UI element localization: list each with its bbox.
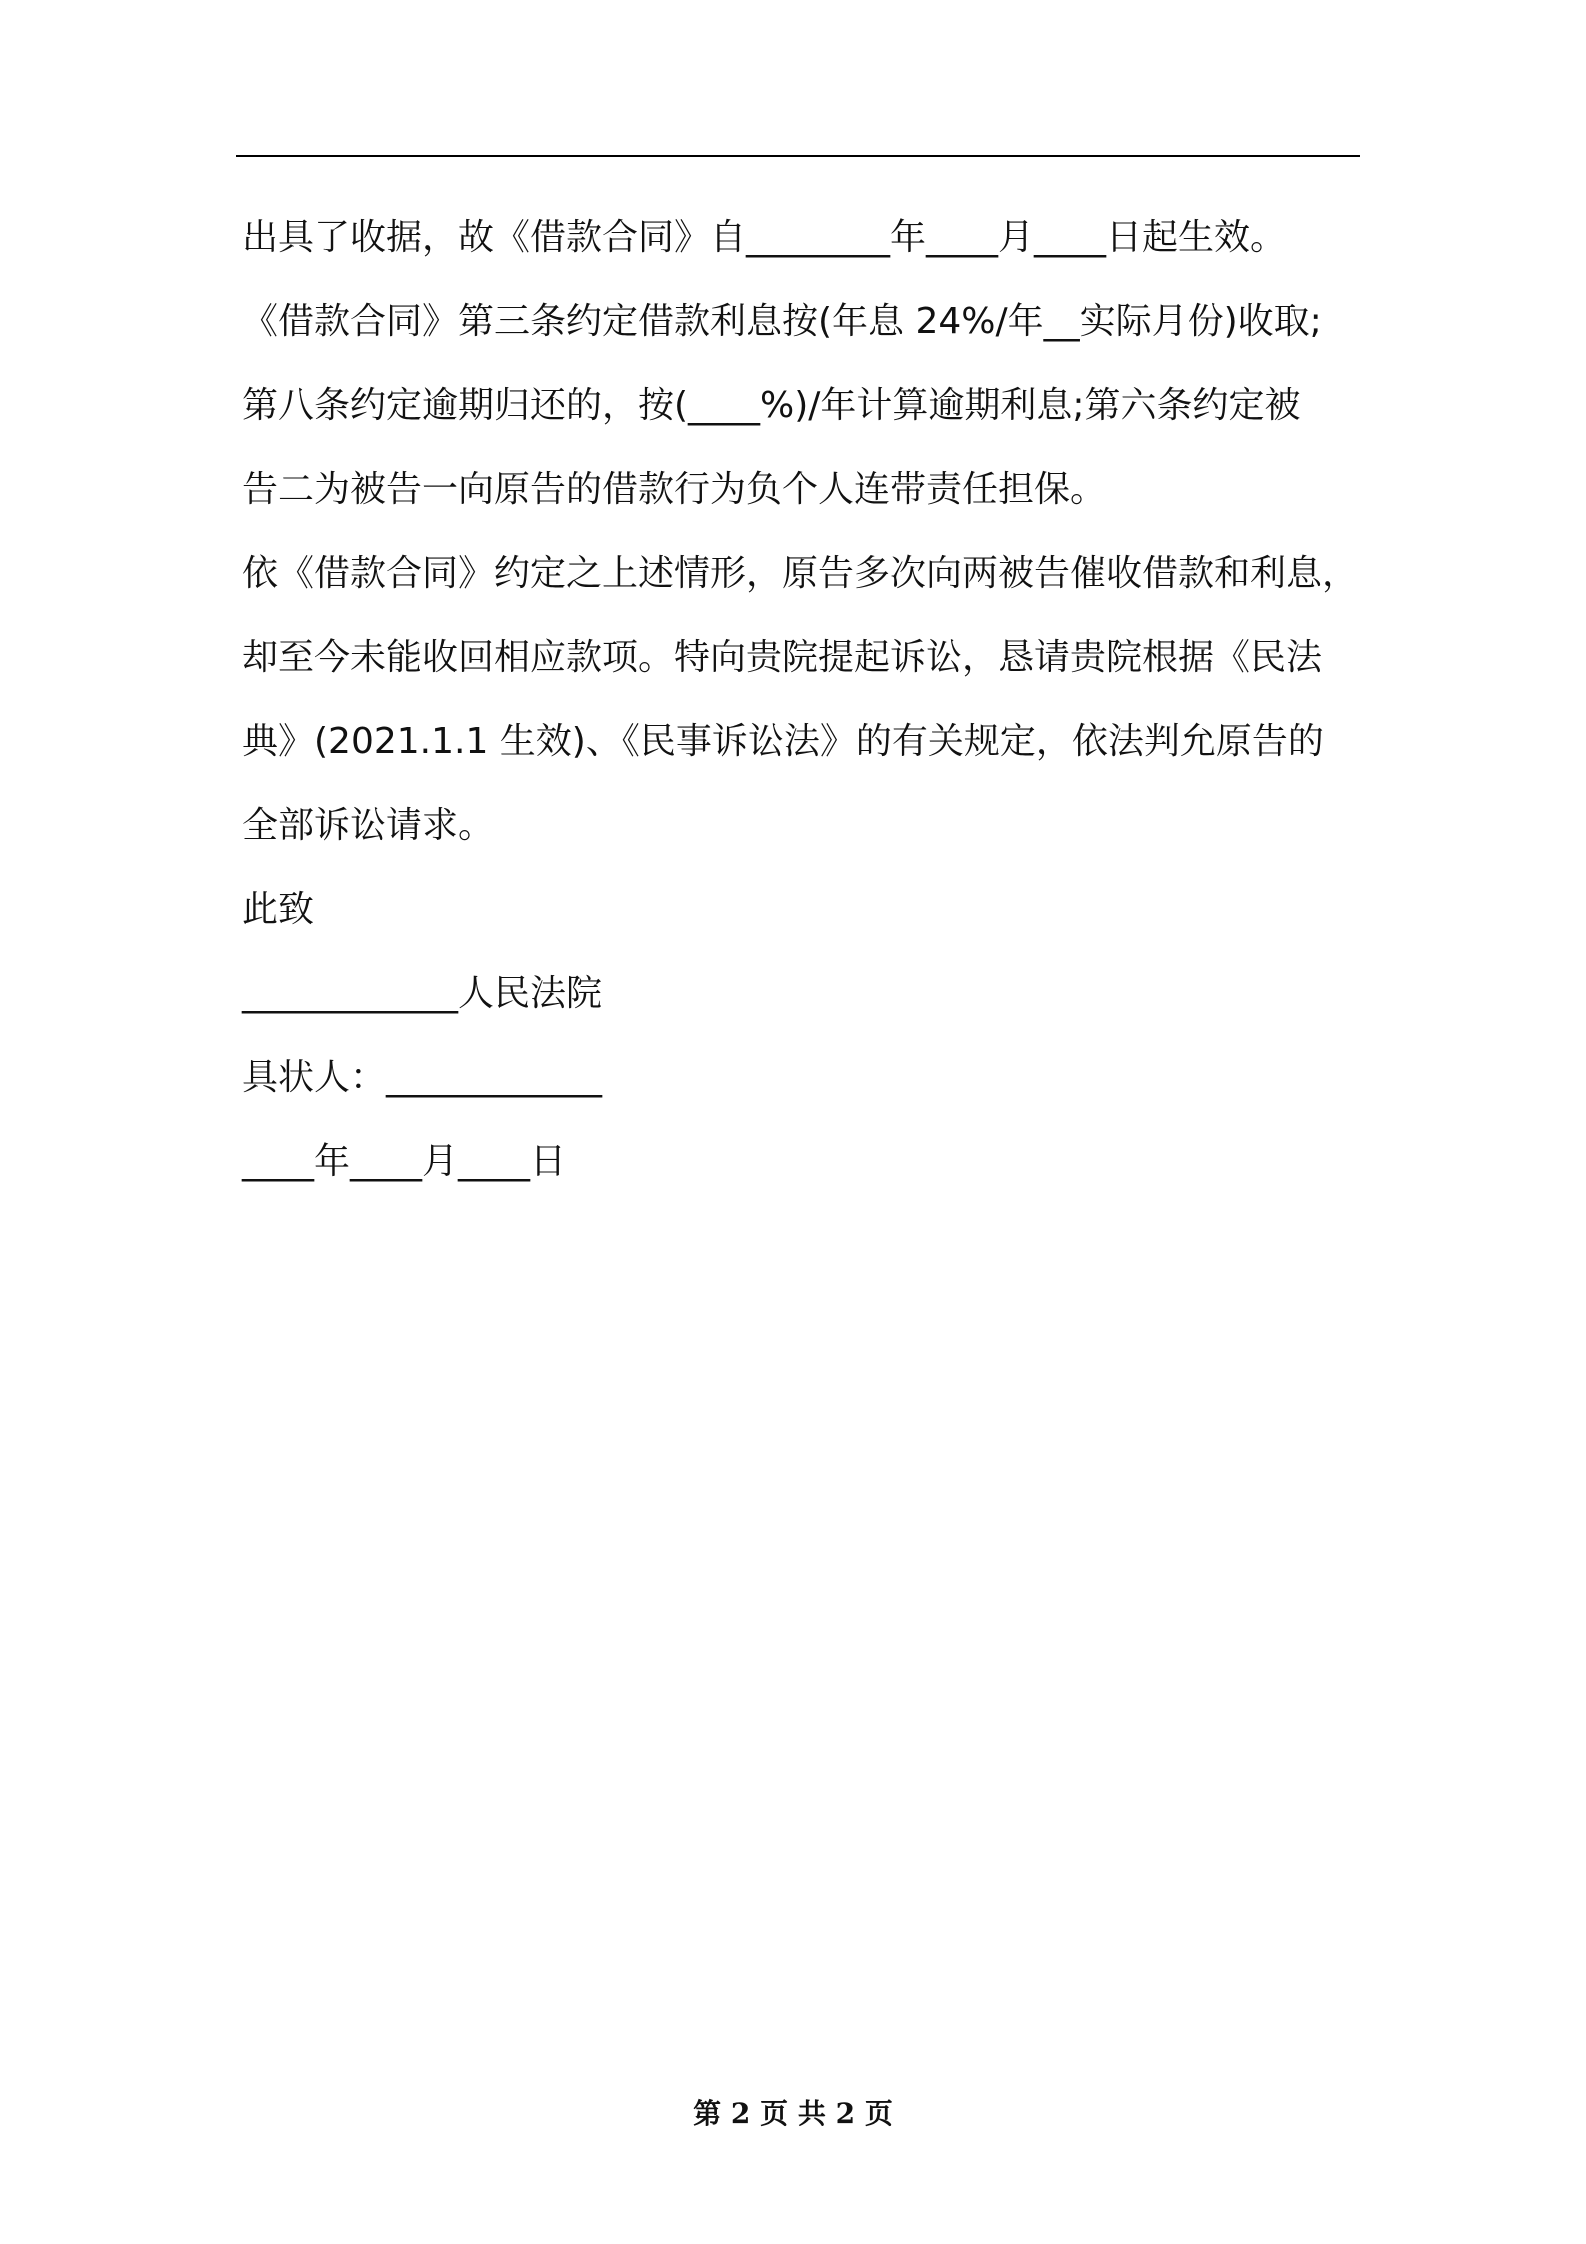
body-line: 告二为被告一向原告的借款行为负个人连带责任担保。 bbox=[242, 469, 1107, 510]
body-line: 却至今未能收回相应款项。特向贵院提起诉讼，恳请贵院根据《民法 bbox=[242, 637, 1323, 678]
document-body bbox=[242, 196, 1362, 1204]
court-recipient: ____________人民法院 bbox=[242, 973, 603, 1014]
body-line: 《借款合同》第三条约定借款利息按(年息 24%/年__实际月份)收取; bbox=[242, 301, 1322, 342]
body-line: 全部诉讼请求。 bbox=[242, 805, 495, 846]
salutation: 此致 bbox=[242, 889, 315, 930]
page-number: 第 2 页 共 2 页 bbox=[693, 2097, 893, 2130]
body-line: 依《借款合同》约定之上述情形，原告多次向两被告催收借款和利息， bbox=[242, 553, 1359, 594]
date-line: ____年____月____日 bbox=[242, 1141, 567, 1182]
header-rule bbox=[236, 155, 1360, 157]
body-line: 典》(2021.1.1 生效)、《民事诉讼法》的有关规定，依法判允原告的 bbox=[242, 721, 1324, 762]
body-line: 出具了收据，故《借款合同》自________年____月____日起生效。 bbox=[242, 217, 1287, 258]
plaintiff-signature: 具状人：____________ bbox=[242, 1057, 603, 1098]
body-line: 第八条约定逾期归还的，按(____%)/年计算逾期利息;第六条约定被 bbox=[242, 385, 1301, 426]
